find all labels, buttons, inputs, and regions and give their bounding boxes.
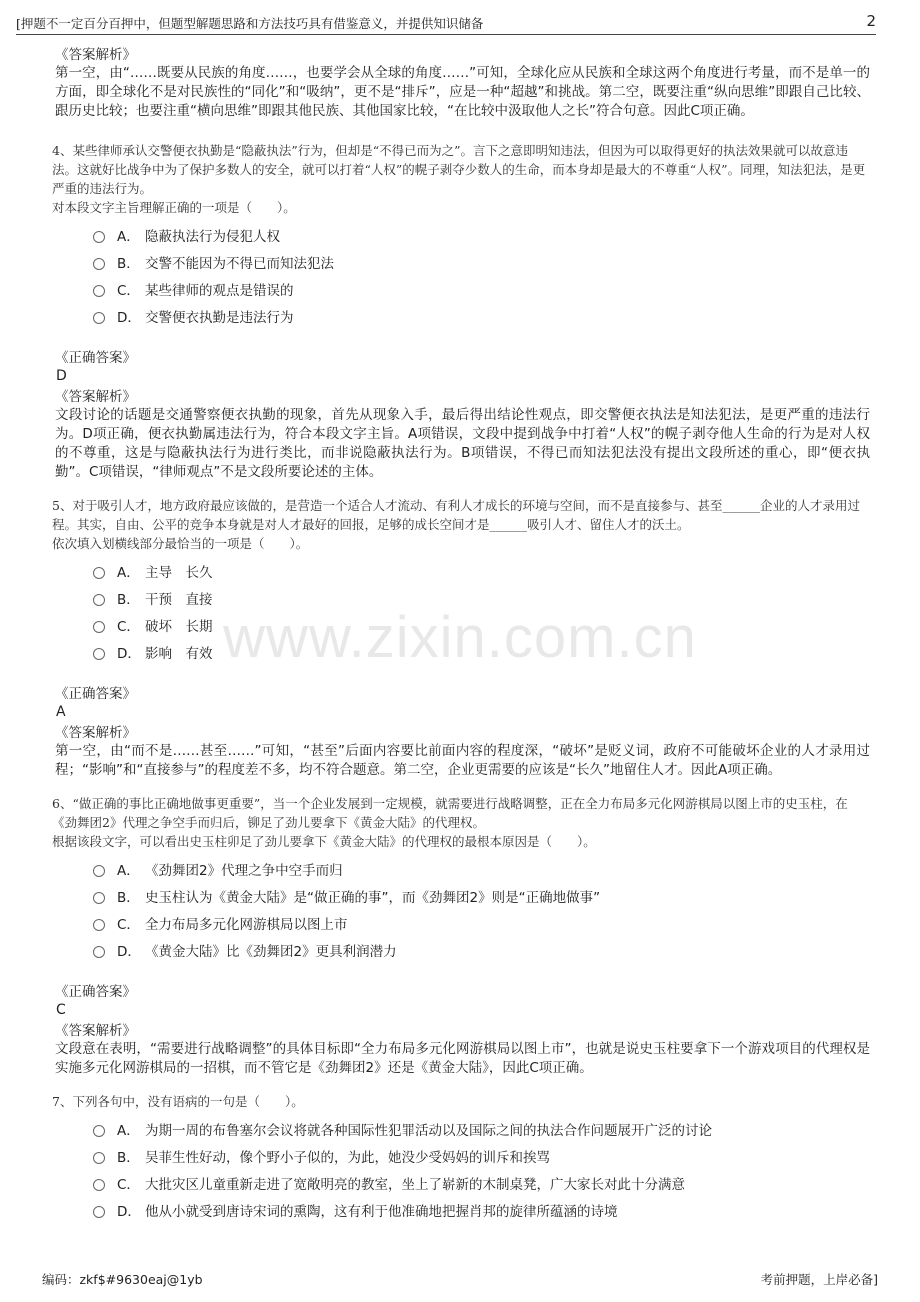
option-text: 交警便衣执勤是违法行为 xyxy=(145,309,294,326)
analysis-text: 文段意在表明，“需要进行战略调整”的具体目标即“全力布局多元化网游棋局以图上市”，也就是说史玉柱要拿下一个游戏项目的代理权是实施多元化网游棋局的一招棋，而不管它是《劲舞团2》还是《黄金大陆》，因此C项正确。 xyxy=(55,1041,870,1076)
radio-button[interactable] xyxy=(93,946,105,958)
radio-button[interactable] xyxy=(93,594,105,606)
option-text: 为期一周的布鲁塞尔会议将就各种国际性犯罪活动以及国际之间的执法合作问题展开广泛的讨论 xyxy=(145,1122,712,1139)
question-text: 5、对于吸引人才，地方政府最应该做的，是营造一个适合人才流动、有利人才成长的环境与空间，而不是直接参与、甚至______企业的人才录用过程。其实，自由、公平的竞争本身就是对人才最好的回报，足够的成长空间才是______吸引人才、留住人才的沃土。 xyxy=(52,498,860,532)
analysis-text: 第一空，由“……既要从民族的角度……，也要学会从全球的角度……”可知，全球化应从民族和全球这两个角度进行考量，而不是单一的方面，即全球化不是对民族性的“同化”和“吸纳”，更不是“排斥”，应是一种“超越”和挑战。第二空，既要注重“纵向思维”即跟自己比较、跟历史比较；也要注重“横向思维”即跟其他民族、其他国家比较，“在比较中汲取他人之长”符合句意。因此C项正确。 xyxy=(55,65,870,119)
option-d[interactable] xyxy=(93,638,870,665)
radio-button[interactable] xyxy=(93,567,105,579)
option-text: 他从小就受到唐诗宋词的熏陶，这有利于他准确地把握肖邦的旋律所蕴涵的诗境 xyxy=(145,1203,618,1220)
option-text: 全力布局多元化网游棋局以图上市 xyxy=(145,916,348,933)
option-letter: B． xyxy=(117,889,140,906)
option-letter: D． xyxy=(117,1203,141,1220)
option-letter: C． xyxy=(117,282,140,299)
main-content xyxy=(52,44,870,1223)
answer-block xyxy=(55,349,870,482)
question-prompt: 7、下列各句中，没有语病的一句是（ ）。 xyxy=(52,1094,304,1109)
option-d[interactable] xyxy=(93,302,870,329)
option-b[interactable] xyxy=(93,882,870,909)
question-prompt: 依次填入划横线部分最恰当的一项是（ ）。 xyxy=(52,536,309,551)
option-letter: D． xyxy=(117,943,141,960)
question-text: 4、某些律师承认交警便衣执勤是“隐蔽执法”行为，但却是“不得已而为之”。言下之意即明知违法，但因为可以取得更好的执法效果就可以故意违法。这就好比战争中为了保护多数人的安全，就可以打着“人权”的幌子剥夺少数人的生命，而本身却是最大的不尊重“人权”。同理，知法犯法，是更严重的违法行为。 xyxy=(52,143,866,196)
analysis-text: 第一空，由“而不是……甚至……”可知，“甚至”后面内容要比前面内容的程度深，“破坏”是贬义词，政府不可能破坏企业的人才录用过程；“影响”和“直接参与”的程度差不多，均不符合题意。第二空，企业更需要的应该是“长久”地留住人才。因此A项正确。 xyxy=(55,743,870,778)
option-c[interactable] xyxy=(93,611,870,638)
option-d[interactable] xyxy=(93,1196,870,1223)
option-b[interactable] xyxy=(93,1142,870,1169)
option-text: 史玉柱认为《黄金大陆》是“做正确的事”，而《劲舞团2》则是“正确地做事” xyxy=(145,889,601,906)
radio-button[interactable] xyxy=(93,648,105,660)
radio-button[interactable] xyxy=(93,1152,105,1164)
option-text: 《劲舞团2》代理之争中空手而归 xyxy=(145,862,343,879)
analysis-label: 《答案解析》 xyxy=(55,1023,136,1039)
option-letter: A． xyxy=(117,228,140,245)
watermark: www.zixin.com.cn xyxy=(223,605,697,670)
option-a[interactable] xyxy=(93,1115,870,1142)
page-header xyxy=(16,12,876,35)
option-letter: C． xyxy=(117,916,140,933)
option-b[interactable] xyxy=(93,248,870,275)
option-text: 《黄金大陆》比《劲舞团2》更具利润潜力 xyxy=(145,943,397,960)
radio-button[interactable] xyxy=(93,1125,105,1137)
radio-button[interactable] xyxy=(93,231,105,243)
radio-button[interactable] xyxy=(93,312,105,324)
question-prompt: 对本段文字主旨理解正确的一项是（ ）。 xyxy=(52,200,296,215)
answer-block xyxy=(55,983,870,1078)
option-a[interactable] xyxy=(93,855,870,882)
option-letter: C． xyxy=(117,1176,140,1193)
option-letter: B． xyxy=(117,255,140,272)
option-letter: A． xyxy=(117,1122,140,1139)
q3-analysis-block xyxy=(55,46,870,121)
answer-label: 《正确答案》 xyxy=(55,686,136,702)
option-letter: B． xyxy=(117,591,140,608)
radio-button[interactable] xyxy=(93,258,105,270)
question-4 xyxy=(52,141,870,482)
option-letter: C． xyxy=(117,618,140,635)
options-list xyxy=(93,557,870,665)
answer-letter: A xyxy=(56,704,66,720)
option-d[interactable] xyxy=(93,936,870,963)
analysis-label: 《答案解析》 xyxy=(55,389,136,405)
option-text: 某些律师的观点是错误的 xyxy=(145,282,294,299)
options-list xyxy=(93,221,870,329)
option-text: 大批灾区儿童重新走进了宽敞明亮的教室，坐上了崭新的木制桌凳，广大家长对此十分满意 xyxy=(145,1176,685,1193)
question-text: 6、“做正确的事比正确地做事更重要”，当一个企业发展到一定规模，就需要进行战略调整，正在全力布局多元化网游棋局以图上市的史玉柱，在《劲舞团2》代理之争空手而归后，铆足了劲儿要拿下《黄金大陆》的代理权。 xyxy=(52,796,848,830)
radio-button[interactable] xyxy=(93,892,105,904)
option-text: 影响 有效 xyxy=(145,645,213,662)
footer-slogan: 考前押题，上岸必备] xyxy=(760,1272,878,1287)
option-letter: A． xyxy=(117,862,140,879)
answer-block xyxy=(55,685,870,780)
option-c[interactable] xyxy=(93,275,870,302)
answer-letter: D xyxy=(56,368,67,384)
option-text: 交警不能因为不得已而知法犯法 xyxy=(145,255,334,272)
header-text: [押题不一定百分百押中，但题型解题思路和方法技巧具有借鉴意义，并提供知识储备 xyxy=(16,16,484,31)
option-a[interactable] xyxy=(93,557,870,584)
answer-label: 《正确答案》 xyxy=(55,984,136,1000)
analysis-label: 《答案解析》 xyxy=(55,725,136,741)
answer-label: 《正确答案》 xyxy=(55,350,136,366)
radio-button[interactable] xyxy=(93,621,105,633)
answer-letter: C xyxy=(56,1002,66,1018)
analysis-label: 《答案解析》 xyxy=(55,47,136,63)
question-prompt: 根据该段文字，可以看出史玉柱卯足了劲儿要拿下《黄金大陆》的代理权的最根本原因是（ ）。 xyxy=(52,834,596,849)
question-7 xyxy=(52,1092,870,1223)
radio-button[interactable] xyxy=(93,919,105,931)
option-text: 破坏 长期 xyxy=(145,618,213,635)
option-text: 吴菲生性好动，像个野小子似的，为此，她没少受妈妈的训斥和挨骂 xyxy=(145,1149,550,1166)
option-letter: D． xyxy=(117,309,141,326)
option-text: 主导 长久 xyxy=(145,564,213,581)
option-letter: A． xyxy=(117,564,140,581)
radio-button[interactable] xyxy=(93,285,105,297)
option-text: 隐蔽执法行为侵犯人权 xyxy=(145,228,280,245)
question-5 xyxy=(52,496,870,780)
question-6 xyxy=(52,794,870,1078)
options-list xyxy=(93,855,870,963)
option-b[interactable] xyxy=(93,584,870,611)
option-letter: B． xyxy=(117,1149,140,1166)
radio-button[interactable] xyxy=(93,865,105,877)
options-list xyxy=(93,1115,870,1223)
option-letter: D． xyxy=(117,645,141,662)
document-code: 编码：zkf$#9630eaj@1yb xyxy=(42,1272,203,1287)
option-c[interactable] xyxy=(93,909,870,936)
radio-button[interactable] xyxy=(93,1179,105,1191)
option-a[interactable] xyxy=(93,221,870,248)
radio-button[interactable] xyxy=(93,1206,105,1218)
page-number: 2 xyxy=(866,12,876,30)
analysis-text: 文段讨论的话题是交通警察便衣执勤的现象，首先从现象入手，最后得出结论性观点，即交警便衣执法是知法犯法，是更严重的违法行为。D项正确，便衣执勤属违法行为，符合本段文字主旨。A项错误，文段中提到战争中打着“人权”的幌子剥夺他人生命的行为是对人权的不尊重，这是与隐蔽执法行为进行类比，而非说隐蔽执法行为。B项错误，不得已而知法犯法没有提出文段所述的重心，即“便衣执勤”。C项错误，“律师观点”不是文段所要论述的主体。 xyxy=(55,407,870,480)
option-text: 干预 直接 xyxy=(145,591,213,608)
option-c[interactable] xyxy=(93,1169,870,1196)
